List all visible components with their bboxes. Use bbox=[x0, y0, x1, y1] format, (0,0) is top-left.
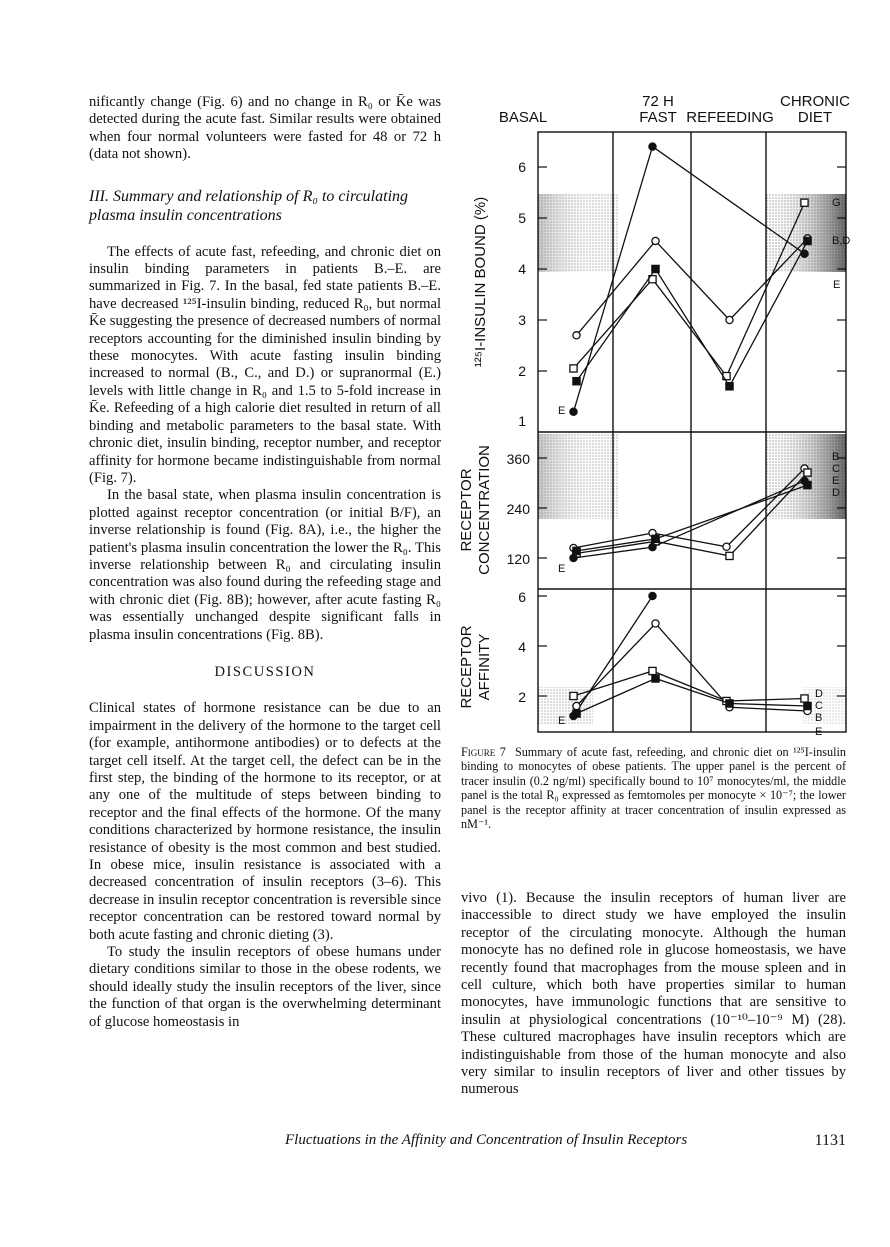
normal-range-shade bbox=[538, 194, 598, 272]
normal-range-shade bbox=[538, 434, 598, 519]
y-tick-label: 4 bbox=[518, 639, 526, 655]
right-column bbox=[461, 890, 846, 1099]
middle-panel-ylabel: RECEPTOR bbox=[458, 468, 475, 552]
column-header: DIET bbox=[797, 109, 833, 126]
middle-data-point bbox=[804, 469, 811, 476]
middle-data-point bbox=[723, 543, 730, 550]
bottom-data-point bbox=[652, 675, 659, 682]
y-tick-label: 6 bbox=[518, 159, 526, 175]
figure-7 bbox=[448, 92, 858, 742]
y-tick-label: 5 bbox=[518, 210, 526, 226]
top-data-point bbox=[726, 383, 733, 390]
middle-data-point bbox=[649, 544, 656, 551]
bottom-data-point bbox=[804, 702, 811, 709]
y-tick-label: 120 bbox=[506, 551, 530, 567]
column-header: BASAL bbox=[498, 109, 548, 126]
y-tick-label: 1 bbox=[518, 413, 526, 429]
paragraph: vivo (1). Because the insulin receptors of human liver are inaccessible to direct study we have employed the insulin receptor of the circulating monocyte. Although the human monocyte has no defined role in glucose homeostasis, we have recently found that macrophages from the mouse spleen and in cell culture, which both have properties similar to human monocytes, have immunologic functions that are sensitive to insulin at physiological concentrations (10⁻¹⁰–10⁻⁹ M) (28). These cultured macrophages have insulin receptors which are indistinguishable from those of the human monocyte and also very similar to insulin receptors of liver and other tissues by numerous bbox=[461, 890, 846, 1098]
bottom-data-point bbox=[649, 667, 656, 674]
bottom-data-point bbox=[649, 592, 656, 599]
middle-data-point bbox=[652, 535, 659, 542]
top-data-point bbox=[652, 265, 659, 272]
figure-caption bbox=[461, 745, 846, 831]
top-data-point bbox=[573, 332, 580, 339]
middle-panel-ylabel: CONCENTRATION bbox=[476, 445, 493, 575]
y-tick-label: 2 bbox=[518, 363, 526, 379]
top-data-point bbox=[570, 365, 577, 372]
point-label: D bbox=[832, 487, 840, 499]
point-label: B bbox=[832, 451, 840, 463]
paragraph: Clinical states of hormone resistance can be due to an impairment in the delivery of the hormone to the target cell (for example, antihormone antibodies) or to defects at the target cell itself. At the target cell, the defect can be in the first step, the binding of the hormone to its receptor, or at any one of the multitude of steps between binding to receptor and the final effects of the hormone. Of the many conditions characterized by hormone resistance, the insulin resistance of obesity is the most common and best studied. In obese mice, insulin resistance is associated with a decreased concentration of insulin receptors (3–6). This decrease in insulin receptor concentration is reversible since receptor concentration can be restored toward normal by both acute fasting and chronic dieting (3). bbox=[89, 700, 441, 943]
point-label: E bbox=[832, 475, 840, 487]
middle-data-point bbox=[573, 547, 580, 554]
top-data-point bbox=[573, 378, 580, 385]
point-label: B bbox=[815, 712, 823, 724]
y-tick-label: 240 bbox=[506, 501, 530, 517]
y-tick-label: 360 bbox=[506, 451, 530, 467]
middle-data-point bbox=[804, 481, 811, 488]
column-header: FAST bbox=[639, 109, 677, 126]
y-tick-label: 2 bbox=[518, 689, 526, 705]
point-label: E bbox=[558, 715, 566, 727]
middle-data-point bbox=[726, 552, 733, 559]
point-label: C bbox=[815, 700, 823, 712]
column-header: REFEEDING bbox=[686, 109, 774, 126]
y-tick-label: 4 bbox=[518, 261, 526, 277]
y-tick-label: 3 bbox=[518, 312, 526, 328]
point-label: C bbox=[832, 463, 840, 475]
running-title: Fluctuations in the Affinity and Concentration of Insulin Receptors bbox=[285, 1132, 688, 1148]
bottom-panel-ylabel: RECEPTOR bbox=[458, 625, 475, 709]
discussion-heading: DISCUSSION bbox=[214, 663, 316, 680]
top-data-point bbox=[726, 316, 733, 323]
top-data-point bbox=[801, 199, 808, 206]
point-label: G bbox=[832, 197, 841, 209]
top-data-point bbox=[649, 143, 656, 150]
paragraph: nificantly change (Fig. 6) and no change in R₀ or K̄e was detected during the acute fast. Similar results were obtained when four normal volunteers were fasted for 48 or 72 h (data not shown). bbox=[89, 94, 441, 163]
point-label: E bbox=[558, 563, 566, 575]
point-label: E bbox=[815, 726, 823, 738]
point-label: E bbox=[558, 405, 566, 417]
bottom-data-point bbox=[570, 692, 577, 699]
top-data-point bbox=[804, 237, 811, 244]
paragraph: To study the insulin receptors of obese humans under dietary conditions similar to those in the obese rodents, we should ideally study the insulin receptors of the liver, since the function of that organ is the overwhelming determinant of glucose homeostasis in bbox=[89, 944, 441, 1030]
column-header: 72 H bbox=[642, 93, 674, 110]
bottom-series-line bbox=[574, 671, 805, 701]
caption-text: Summary of acute fast, refeeding, and chronic diet on ¹²⁵I-insulin binding to monocytes of obese patients. The upper panel is the percent of tracer insulin (0.2 ng/ml) specifically bound to 10⁷ monocytes/ml, the middle panel is the total R₀ expressed as femtomoles per monocyte × 10⁻⁷; the lower panel is the receptor affinity at tracer concentration of insulin expressed as nM⁻¹. bbox=[461, 745, 847, 832]
point-label: D bbox=[815, 688, 823, 700]
bottom-data-point bbox=[726, 700, 733, 707]
caption-label: Figure 7 bbox=[461, 745, 506, 759]
page-number: 1131 bbox=[814, 1132, 846, 1149]
paragraph: In the basal state, when plasma insulin concentration is plotted against receptor concentration (or initial B/F), an inverse relationship is found (Fig. 8A), i.e., the higher the patient's plasma insulin concentration the lower the R₀. This inverse relationship between R₀ and circulating insulin concentration was also found during the refeeding stage and with chronic diet (Fig. 8B); however, after acute fasting R₀ was essentially unchanged despite significant falls in plasma insulin concentrations (Fig. 8B). bbox=[89, 487, 441, 643]
section-title: III. Summary and relationship of R₀ to circulating plasma insulin concentrations bbox=[89, 187, 409, 224]
y-tick-label: 6 bbox=[518, 589, 526, 605]
paragraph: The effects of acute fast, refeeding, and chronic diet on insulin binding parameters in patients B.–E. are summarized in Fig. 7. In the basal, fed state patients B.–E. have decreased ¹²⁵I-insulin binding, reduced R₀, but normal K̄e suggesting the presence of decreased numbers of normal receptors accounting for the diminished insulin binding by these monocytes. With acute fasting insulin binding increased to normal (B., C., and D.) or supranormal (E.) levels with little change in R₀ and 1.5 to 5-fold increase in K̄e. Refeeding of a high calorie diet resulted in return of all binding and metabolic parameters to the basal state. With chronic diet, insulin binding, receptor number, and receptor affinity for hormone became indistinguishable from normal (Fig. 7). bbox=[89, 243, 441, 486]
bottom-data-point bbox=[801, 695, 808, 702]
bottom-panel-ylabel: AFFINITY bbox=[476, 633, 493, 701]
top-data-point bbox=[570, 408, 577, 415]
left-column bbox=[89, 94, 441, 1031]
column-header: CHRONIC bbox=[780, 93, 850, 110]
bottom-data-point bbox=[652, 620, 659, 627]
bottom-data-point bbox=[573, 702, 580, 709]
middle-data-point bbox=[570, 554, 577, 561]
point-label: E bbox=[833, 279, 841, 291]
top-data-point bbox=[652, 237, 659, 244]
top-panel-ylabel: ¹²⁵I-INSULIN BOUND (%) bbox=[472, 196, 489, 368]
bottom-data-point bbox=[573, 710, 580, 717]
point-label: B,D bbox=[832, 235, 851, 247]
